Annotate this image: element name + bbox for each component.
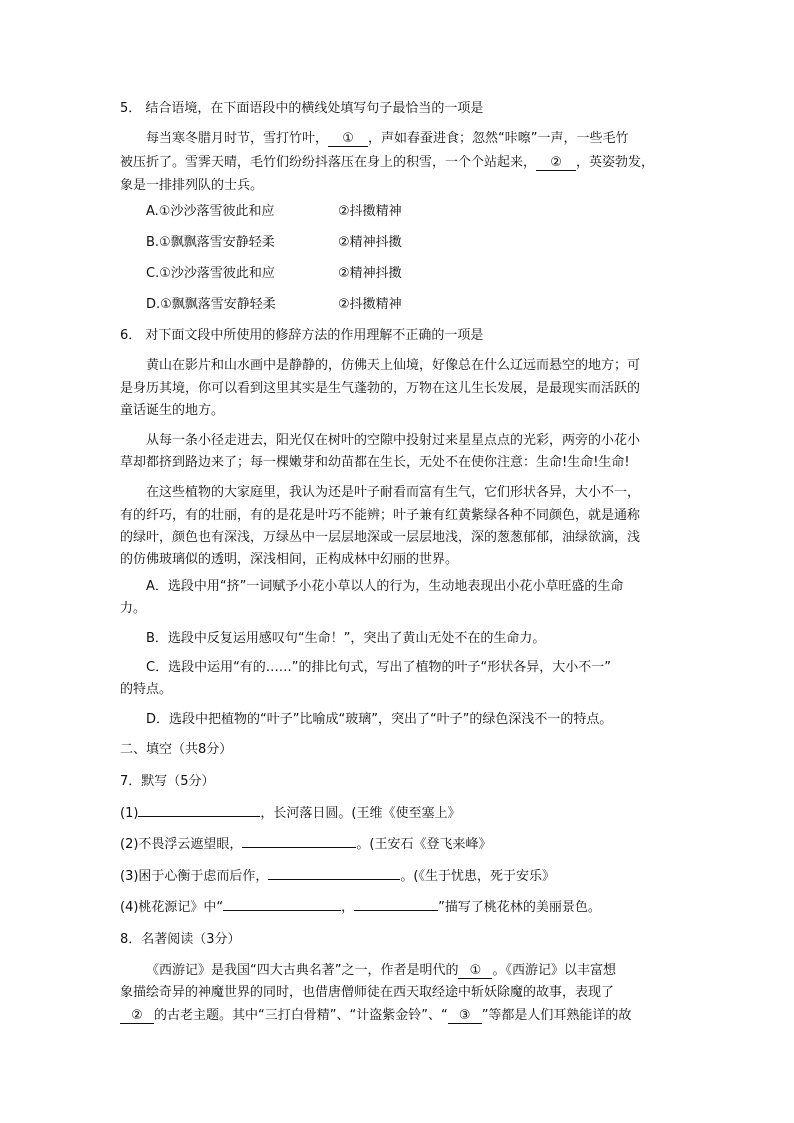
q5-blank-2[interactable]: ②	[536, 156, 576, 171]
q6-option-a[interactable]: A．选段中用“挤”一词赋予小花小草以人的行为，生动地表现出小花小草旺盛的生命	[146, 579, 624, 594]
q5-title: 5． 结合语境，在下面语段中的横线处填写句子最恰当的一项是	[120, 101, 484, 116]
q7-line-4	[120, 900, 601, 916]
q5-text: 每当寒冬腊月时节，雪打竹叶，	[146, 131, 329, 146]
q6-option-a-cont: 力。	[120, 601, 147, 616]
q5-option-b[interactable]: B.①飘飘落雪安静轻柔	[146, 235, 275, 250]
q6-para3-line: 的仿佛玻璃似的透明，深浅相间，正构成林中幻丽的世界。	[120, 552, 459, 567]
q7-blank-1[interactable]	[138, 816, 260, 817]
q6-para3-line: 的绿叶，颜色也有深浅，万绿丛中一层层地深或一层层地浅，深的葱葱郁郁，油绿欲滴，浅	[120, 530, 641, 545]
q7-text: ，	[341, 900, 355, 915]
q5-text: ，英姿勃发，	[576, 155, 655, 170]
q5-option-c[interactable]: C.①沙沙落雪彼此和应	[146, 266, 275, 281]
q7-blank-3[interactable]	[268, 879, 400, 880]
q8-blank-1[interactable]: ①	[458, 964, 492, 979]
q7-blank-4[interactable]	[223, 910, 341, 911]
q6-para1-line: 黄山在影片和山水画中是静静的，仿佛天上仙境，好像总在什么辽远而悬空的地方；可	[146, 358, 641, 373]
q6-para3-line: 有的纤巧，有的壮丽，有的是花是叶巧不能辨；叶子兼有红黄紫绿各种不同颜色，就是通称	[120, 508, 641, 523]
q6-option-c-cont: 的特点。	[120, 682, 173, 697]
q5-option-b-part2: ②精神抖擞	[338, 235, 402, 250]
q8-text: 的古老主题。其中“三打白骨精”、“计盗紫金铃”、“	[154, 1008, 448, 1023]
q6-para2-line: 草却都挤到路边来了；每一棵嫩芽和幼苗都在生长，无处不在使你注意：生命!生命!生命!	[120, 455, 630, 470]
q7-text: 。(《生于忧患，死于安乐》	[400, 869, 555, 884]
q8-line-1	[146, 963, 616, 979]
q5-option-a[interactable]: A.①沙沙落雪彼此和应	[146, 204, 275, 219]
q5-line-3: 象是一排排列队的士兵。	[120, 178, 264, 193]
section-heading: 二、填空（共8分）	[120, 742, 233, 757]
q7-text: (3)困于心衡于虑而后作，	[120, 869, 269, 884]
q5-option-d-part2: ②抖擞精神	[338, 297, 402, 312]
q5-text: 被压折了。雪霁天晴，毛竹们纷纷抖落压在身上的积雪，一个个站起来，	[120, 155, 537, 170]
q8-line-2: 象描绘奇异的神魔世界的同时，也借唐僧师徒在西天取经途中斩妖除魔的故事，表现了	[120, 985, 615, 1000]
q7-label: (1)	[120, 806, 139, 821]
q6-para1-line: 童话诞生的地方。	[120, 403, 225, 418]
q5-option-c-part2: ②精神抖擞	[338, 266, 402, 281]
q7-line-2	[120, 837, 492, 853]
q8-line-3	[120, 1008, 631, 1024]
q7-blank-2[interactable]	[242, 847, 356, 848]
q7-blank-5[interactable]	[354, 910, 438, 911]
q6-option-d[interactable]: D．选段中把植物的“叶子”比喻成“玻璃”，突出了“叶子”的绿色深浅不一的特点。	[146, 712, 613, 727]
q8-text: 。《西游记》以丰富想	[492, 963, 616, 978]
q8-blank-3[interactable]: ③	[448, 1009, 482, 1024]
q6-option-c[interactable]: C．选段中运用“有的……”的排比句式，写出了植物的叶子“形状各异，大小不一”	[146, 660, 612, 675]
q7-text: (4)桃花源记》中“	[120, 900, 224, 915]
q6-title: 6． 对下面文段中所使用的修辞方法的作用理解不正确的一项是	[120, 328, 484, 343]
q7-text: (2)不畏浮云遮望眼，	[120, 837, 243, 852]
q6-para2-line: 从每一条小径走进去，阳光仅在树叶的空隙中投射过来星星点点的光彩，两旁的小花小	[146, 433, 641, 448]
q5-blank-1[interactable]: ①	[328, 132, 368, 147]
q7-line-3	[120, 869, 555, 885]
q8-blank-2[interactable]: ②	[120, 1009, 154, 1024]
q5-line-1	[146, 131, 629, 147]
q5-text: ，声如春蚕进食；忽然“咔嚓”一声，一些毛竹	[368, 131, 629, 146]
q5-line-2	[120, 155, 654, 171]
q7-text: ”描写了桃花林的美丽景色。	[438, 900, 601, 915]
q6-para1-line: 是身历其境，你可以看到这里其实是生气蓬勃的，万物在这儿生长发展，是最现实而活跃的	[120, 381, 641, 396]
q7-line-1	[120, 806, 461, 822]
q8-title: 8．名著阅读（3分）	[120, 932, 241, 947]
q7-text: 。(王安石《登飞来峰》	[356, 837, 492, 852]
q5-option-d[interactable]: D.①飘飘落雪安静轻柔	[146, 297, 276, 312]
q5-option-a-part2: ②抖擞精神	[338, 204, 402, 219]
q8-text: ”等都是人们耳熟能详的故	[481, 1008, 632, 1023]
q8-text: 《西游记》是我国“四大古典名著”之一，作者是明代的	[146, 963, 459, 978]
q7-text: ，长河落日圆。(王维《使至塞上》	[260, 806, 461, 821]
q6-option-b[interactable]: B．选段中反复运用感叹句“生命！”，突出了黄山无处不在的生命力。	[146, 631, 546, 646]
q6-para3-line: 在这些植物的大家庭里，我认为还是叶子耐看而富有生气，它们形状各异，大小不一，	[146, 485, 641, 500]
q7-title: 7．默写（5分）	[120, 774, 215, 789]
